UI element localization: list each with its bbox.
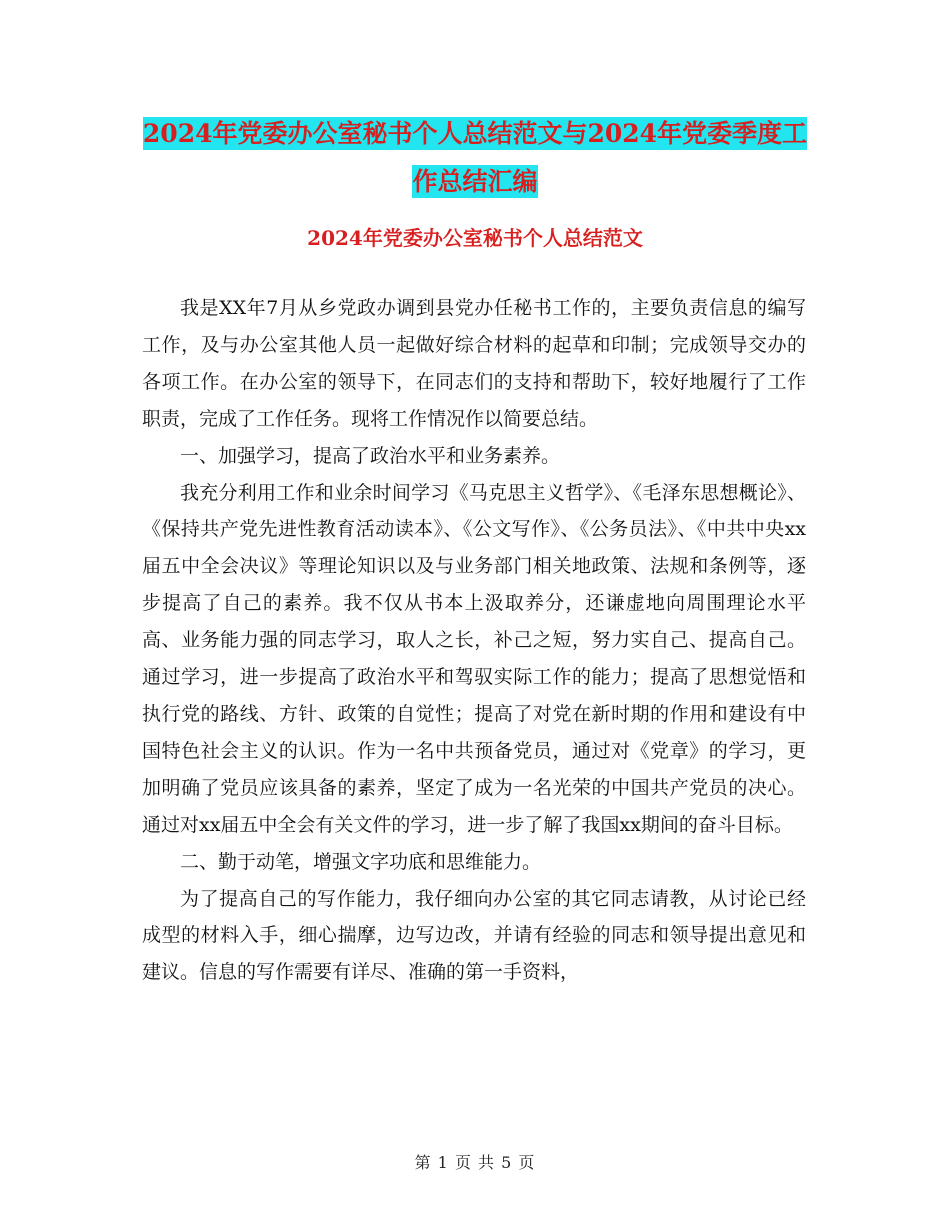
paragraph-heading: 二、勤于动笔，增强文字功底和思维能力。 (180, 850, 542, 873)
document-title (140, 110, 810, 206)
section-title: 2024年党委办公室秘书个人总结范文 (307, 226, 643, 250)
paragraph: 为了提高自己的写作能力，我仔细向办公室的其它同志请教，从讨论已经成型的材料入手，细心揣摩，边写边改，并请有经验的同志和领导提出意见和建议。信息的写作需要有详尽、准确的第一手资料， (142, 887, 806, 984)
paragraph: 我是XX年7月从乡党政办调到县党办任秘书工作的，主要负责信息的编写工作，及与办公室其他人员一起做好综合材料的起草和印制；完成领导交办的各项工作。在办公室的领导下，在同志们的支持和帮助下，较好地履行了工作职责，完成了工作任务。现将工作情况作以简要总结。 (142, 297, 806, 430)
document-body (142, 290, 806, 991)
page-footer (0, 1150, 950, 1173)
paragraph: 我充分利用工作和业余时间学习《马克思主义哲学》、《毛泽东思想概论》、《保持共产党先进性教育活动读本》、《公文写作》、《公务员法》、《中共中央xx届五中全会决议》等理论知识以及与业务部门相关地政策、法规和条例等，逐步提高了自己的素养。我不仅从书本上汲取养分，还谦虚地向周围理论水平高、业务能力强的同志学习，取人之长，补己之短，努力实自己、提高自己。通过学习，进一步提高了政治水平和驾驭实际工作的能力；提高了思想觉悟和执行党的路线、方针、政策的自觉性；提高了对党在新时期的作用和建设有中国特色社会主义的认识。作为一名中共预备党员，通过对《党章》的学习，更加明确了党员应该具备的素养，坚定了成为一名光荣的中国共产党员的决心。通过对xx届五中全会有关文件的学习，进一步了解了我国xx期间的奋斗目标。 (142, 481, 806, 836)
page-number-label: 第 1 页 共 5 页 (414, 1153, 536, 1172)
paragraph-heading: 一、加强学习，提高了政治水平和业务素养。 (180, 444, 561, 467)
document-title-text: 2024年党委办公室秘书个人总结范文与2024年党委季度工作总结汇编 (142, 119, 808, 196)
